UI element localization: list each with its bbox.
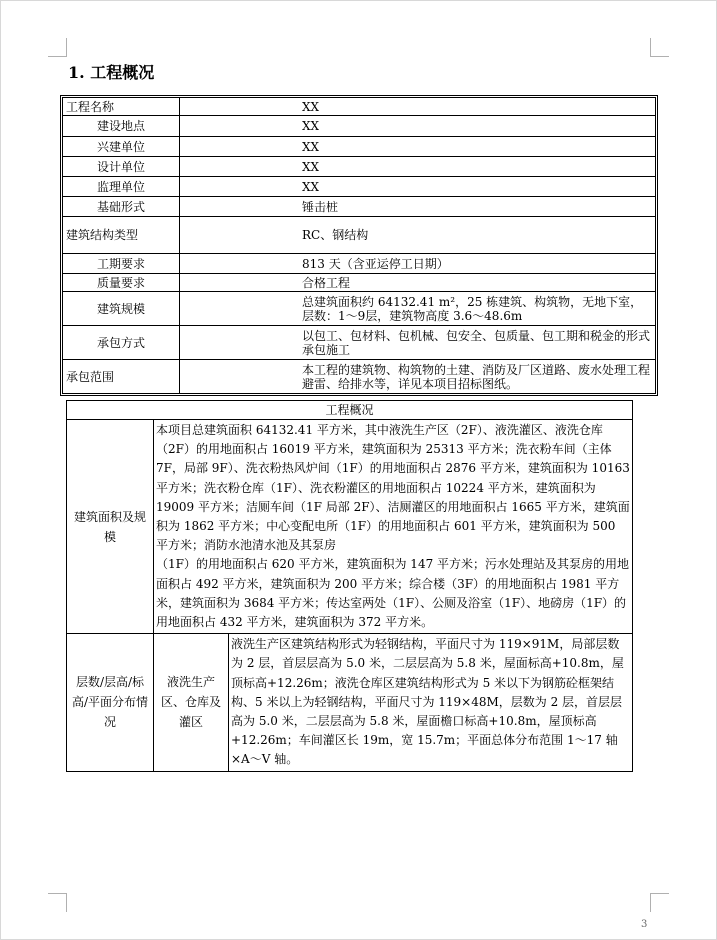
value-cell: 总建筑面积约 64132.41 m²，25 栋建筑、构筑物，无地下室，层数：1～9层，建筑物高度 3.6～48.6m — [180, 292, 656, 326]
label-cell: 承包范围 — [63, 360, 180, 394]
floors-description: 液洗生产区建筑结构形式为轻钢结构，平面尺寸为 119×91M，局部层数为 2 层，首层层高为 5.0 米，二层层高为 5.8 米，屋面标高+10.8m，屋顶标高+12.26m；液洗仓库区建筑结构形式为 5 米以下为钢筋砼框架结构、5 米以上为轻钢结构，平面尺寸为 119×48M，层数为 2 层，首层层高为 5.0 米，二层层高为 5.8 米，屋面檐口标高+10.8m，屋顶标高+12.26m；车间灌区长 19m，宽 15.7m；平面总体分布范围 1～17 轴×A～V 轴。 — [229, 634, 633, 771]
page-number: 3 — [641, 919, 648, 930]
area-label: 建筑面积及规模 — [67, 420, 154, 634]
overview-table — [62, 97, 656, 394]
label-cell: 承包方式 — [63, 326, 180, 360]
label-cell: 监理单位 — [63, 177, 180, 197]
crop-mark-top-left — [48, 38, 67, 57]
label-cell: 基础形式 — [63, 197, 180, 217]
area-text-continued: （1F）的用地面积占 620 平方米，建筑面积为 147 平方米；污水处理站及其泵房的用地面积占 492 平方米，建筑面积为 200 平方米；综合楼（3F）的用地面积占 1981 平方米，建筑面积为 3684 平方米；传达室两处（1F）、公厕及浴室（1F）、地磅房（1F）的用地面积占 432 平方米，建筑面积为 372 平方米。 — [156, 557, 630, 630]
floors-label: 层数/层高/标高/平面分布情况 — [67, 634, 154, 771]
label-cell: 工期要求 — [63, 254, 180, 274]
value-cell: XX — [180, 116, 656, 137]
crop-mark-bottom-right — [650, 893, 669, 912]
label-cell: 工程名称 — [63, 98, 180, 116]
label-cell: 设计单位 — [63, 157, 180, 177]
value-cell: XX — [180, 137, 656, 157]
detail-header: 工程概况 — [67, 401, 633, 420]
value-cell: 以包工、包材料、包机械、包安全、包质量、包工期和税金的形式承包施工 — [180, 326, 656, 360]
value-cell: XX — [180, 157, 656, 177]
value-cell: XX — [180, 98, 656, 116]
label-cell: 兴建单位 — [63, 137, 180, 157]
value-cell: 813 天（含亚运停工日期） — [180, 254, 656, 274]
value-cell: 锤击桩 — [180, 197, 656, 217]
value-cell: RC、钢结构 — [180, 217, 656, 254]
label-cell: 质量要求 — [63, 274, 180, 292]
detail-table — [66, 400, 633, 772]
value-cell: XX — [180, 177, 656, 197]
label-cell: 建筑结构类型 — [63, 217, 180, 254]
value-cell: 本工程的建筑物、构筑物的土建、消防及厂区道路、废水处理工程避雷、给排水等，详见本项目招标图纸。 — [180, 360, 656, 394]
value-cell: 合格工程 — [180, 274, 656, 292]
section-heading: 1. 工程概况 — [68, 63, 155, 82]
crop-mark-top-right — [650, 38, 669, 57]
label-cell: 建筑规模 — [63, 292, 180, 326]
label-cell: 建设地点 — [63, 116, 180, 137]
area-description — [154, 420, 633, 634]
floors-zone: 液洗生产区、仓库及灌区 — [154, 634, 229, 771]
area-text: 本项目总建筑面积 64132.41 平方米，其中液洗生产区（2F）、液洗灌区、液洗仓库（2F）的用地面积占 16019 平方米，建筑面积为 25313 平方米；洗衣粉车间（主体 7F，局部 9F）、洗衣粉热风炉间（1F）的用地面积占 2876 平方米，建筑面积为 10163 平方米；洗衣粉仓库（1F）、洗衣粉灌区的用地面积占 10224 平方米，建筑面积为 19009 平方米；洁厕车间（1F 局部 2F）、洁厕灌区的用地面积占 1665 平方米，建筑面积为 1862 平方米；中心变配电所（1F）的用地面积占 601 平方米，建筑面积为 500 平方米；消防水池清水池及其泵房 — [156, 423, 630, 553]
crop-mark-bottom-left — [48, 893, 67, 912]
